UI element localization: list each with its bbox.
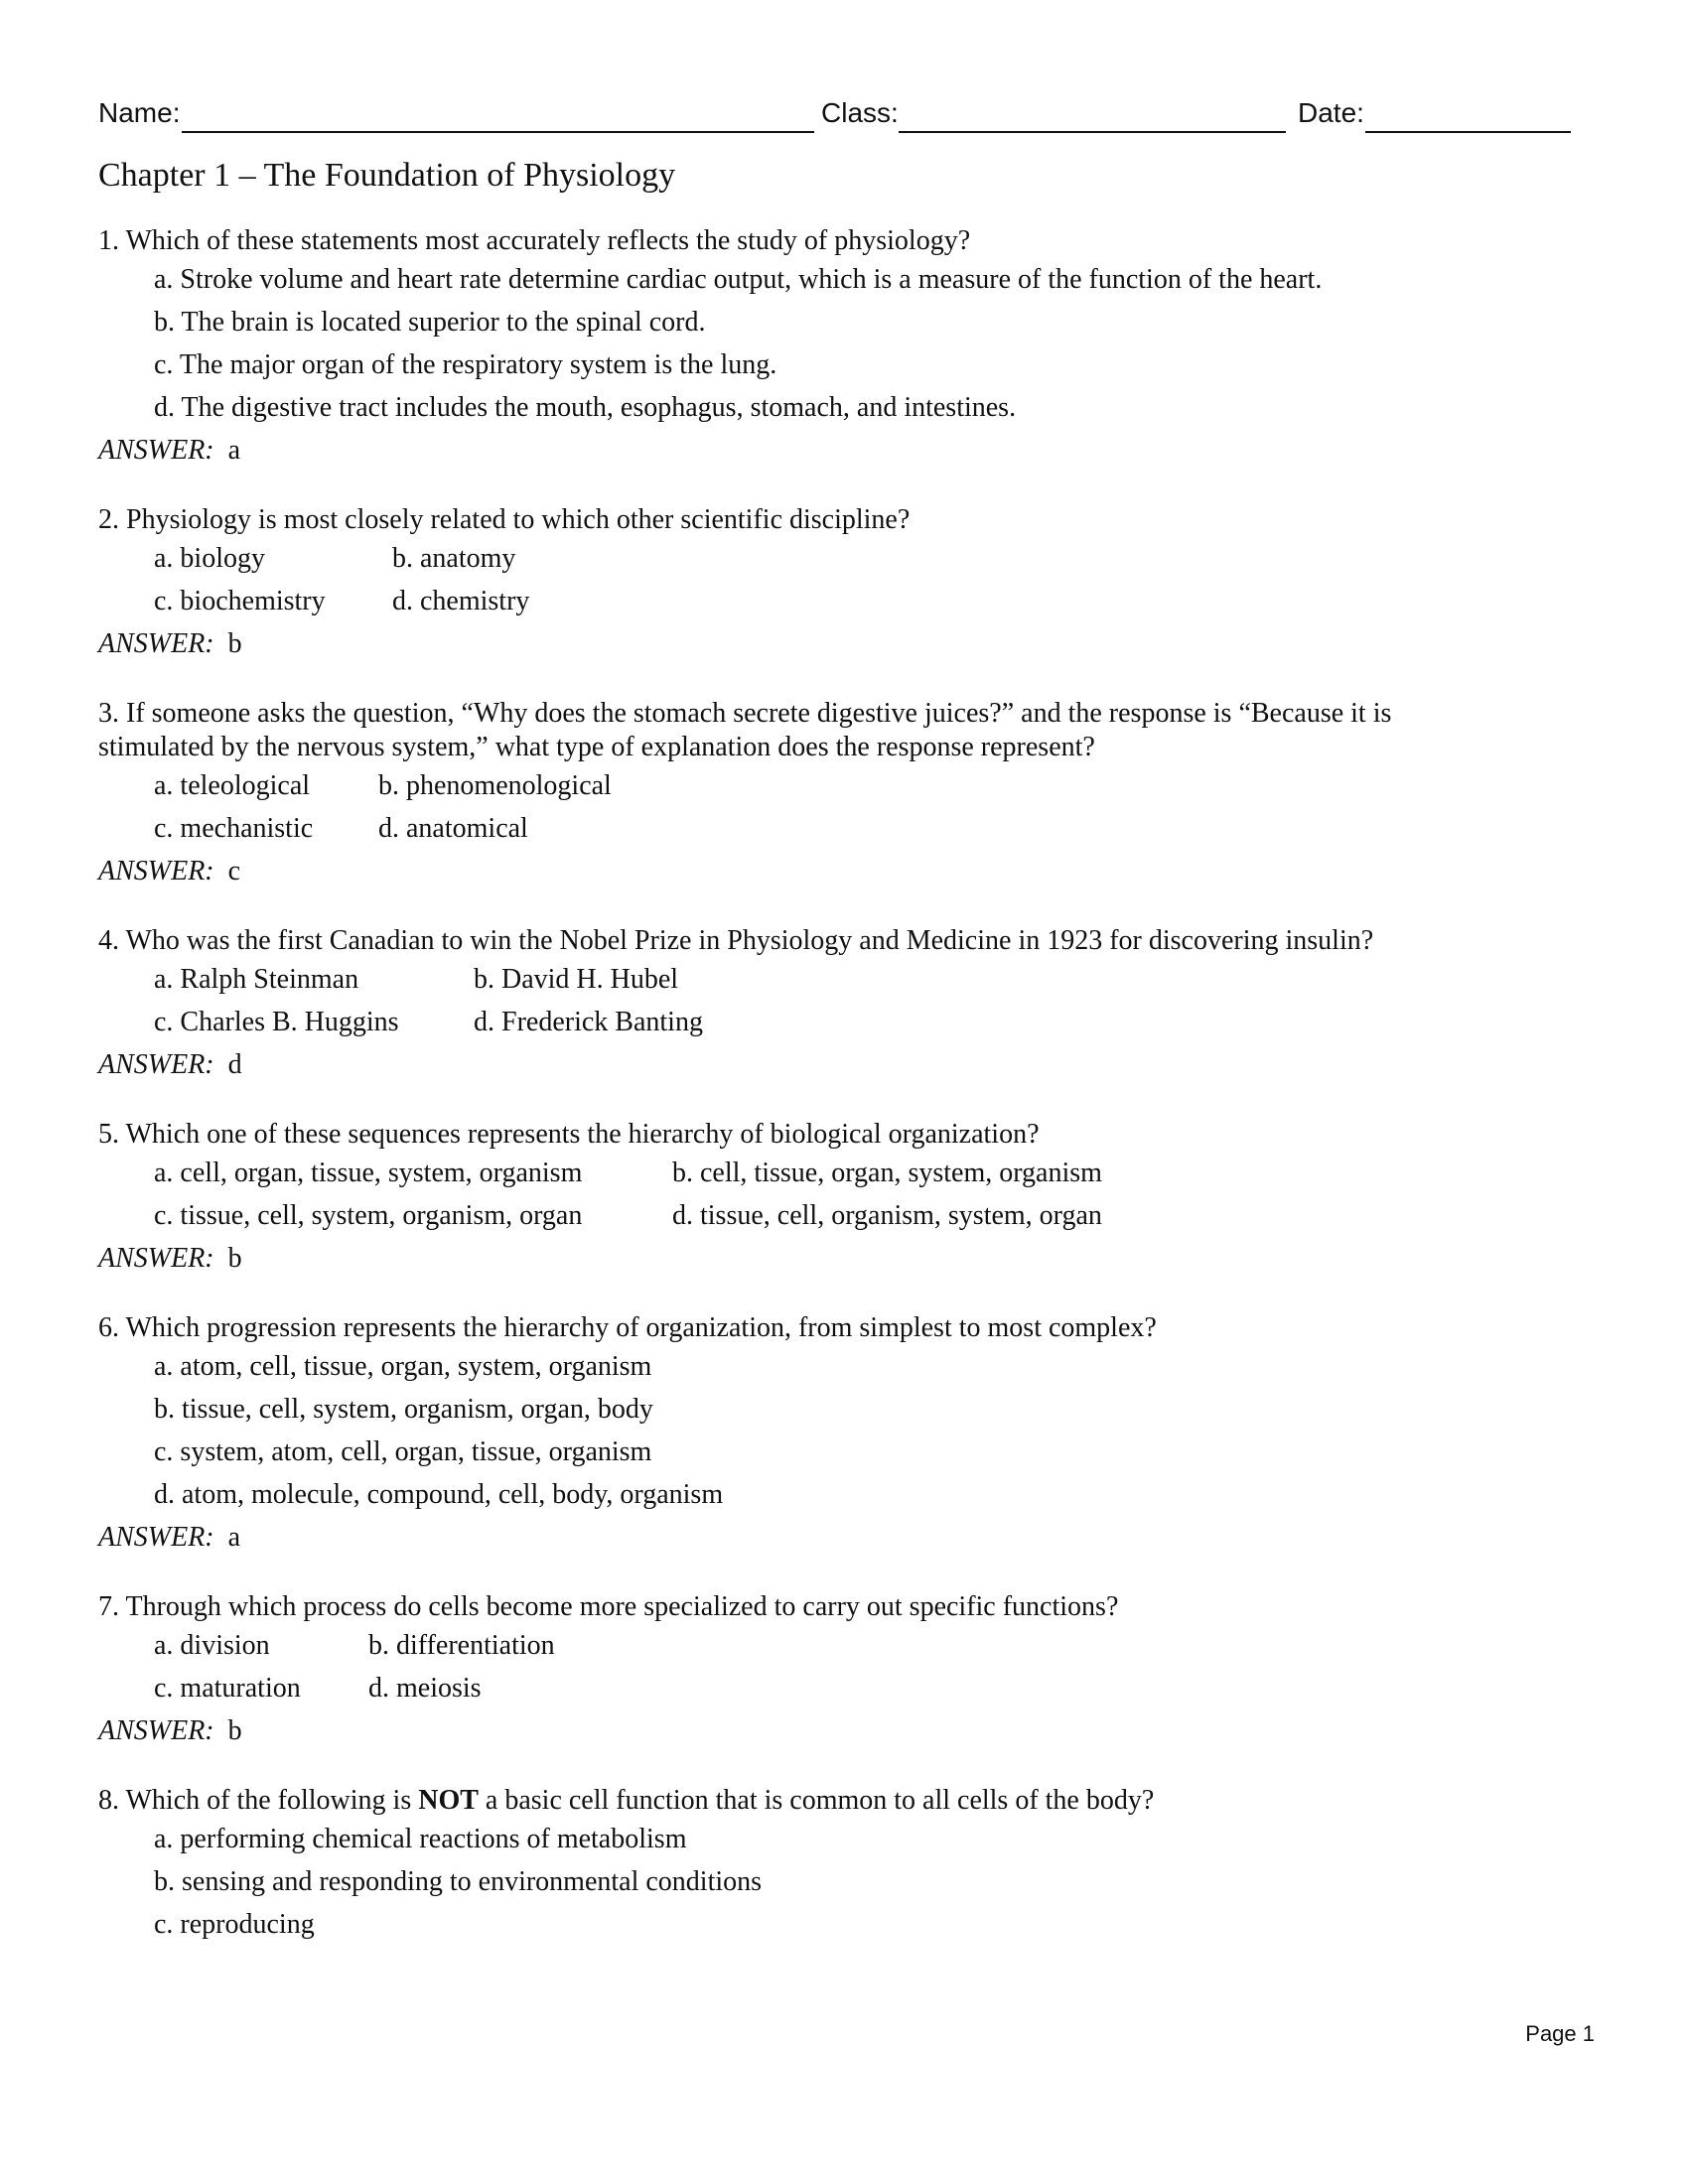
option-b: b. phenomenological	[378, 770, 612, 801]
answer-value: a	[227, 435, 241, 466]
class-blank	[899, 131, 1286, 133]
student-info-header	[98, 97, 1588, 141]
answer-value: b	[227, 1243, 242, 1274]
answer-line	[98, 850, 1588, 892]
option-b: b. The brain is located superior to the spinal cord.	[154, 307, 706, 338]
question-text-line-1: If someone asks the question, “Why does the stomach secrete digestive juices?” and the response is “Because it is	[126, 698, 1392, 729]
question-7	[98, 1590, 1588, 1752]
option-a: a. performing chemical reactions of metabolism	[154, 1824, 687, 1854]
question-text-line-2: stimulated by the nervous system,” what type of explanation does the response represent?	[98, 732, 1095, 762]
option-b: b. cell, tissue, organ, system, organism	[672, 1158, 1102, 1188]
question-2	[98, 503, 1588, 665]
date-blank	[1365, 131, 1571, 133]
option-b: b. differentiation	[368, 1630, 555, 1661]
question-1	[98, 224, 1588, 472]
question-number: 1.	[98, 225, 119, 256]
option-list	[154, 1152, 1588, 1237]
answer-value: d	[227, 1049, 242, 1080]
option-b: b. anatomy	[392, 543, 516, 574]
option-c: c. tissue, cell, system, organism, organ	[154, 1200, 583, 1231]
option-list	[154, 1345, 1588, 1516]
question-6	[98, 1311, 1588, 1559]
option-c: c. Charles B. Huggins	[154, 1007, 399, 1037]
question-text-emphasis: NOT	[418, 1785, 479, 1816]
date-label: Date:	[1298, 97, 1364, 128]
answer-label: ANSWER:	[98, 1522, 214, 1553]
option-c: c. The major organ of the respiratory system is the lung.	[154, 349, 777, 380]
answer-label: ANSWER:	[98, 1049, 214, 1080]
option-d: d. The digestive tract includes the mouth, esophagus, stomach, and intestines.	[154, 392, 1017, 423]
question-text: Physiology is most closely related to which other scientific discipline?	[126, 504, 911, 535]
question-stem	[98, 1590, 1588, 1624]
name-label: Name:	[98, 97, 181, 128]
question-4	[98, 924, 1588, 1086]
answer-label: ANSWER:	[98, 1715, 214, 1746]
question-stem	[98, 1311, 1588, 1345]
option-list	[154, 958, 1588, 1043]
option-d: d. tissue, cell, organism, system, organ	[672, 1200, 1102, 1231]
option-a: a. cell, organ, tissue, system, organism	[154, 1158, 583, 1188]
answer-value: b	[227, 628, 242, 659]
option-d: d. chemistry	[392, 586, 530, 616]
option-list	[154, 537, 1588, 622]
option-d: d. Frederick Banting	[474, 1007, 703, 1037]
answer-value: b	[227, 1715, 242, 1746]
question-text-pre: Which of the following is	[125, 1785, 419, 1816]
question-text: Which one of these sequences represents the hierarchy of biological organization?	[125, 1119, 1040, 1150]
answer-line	[98, 429, 1588, 472]
answer-value: a	[227, 1522, 241, 1553]
question-text: Through which process do cells become more specialized to carry out specific functions?	[125, 1591, 1119, 1622]
option-d: d. atom, molecule, compound, cell, body, organism	[154, 1479, 724, 1510]
option-a: a. teleological	[154, 770, 311, 801]
question-stem	[98, 224, 1588, 258]
question-number: 4.	[98, 925, 119, 956]
answer-label: ANSWER:	[98, 628, 214, 659]
option-d: d. meiosis	[368, 1673, 482, 1704]
question-stem	[98, 1784, 1588, 1818]
answer-value: c	[227, 856, 241, 887]
chapter-title: Chapter 1 – The Foundation of Physiology	[98, 157, 676, 194]
option-a: a. Ralph Steinman	[154, 964, 359, 995]
question-8	[98, 1784, 1588, 1946]
question-number: 5.	[98, 1119, 119, 1150]
option-a: a. atom, cell, tissue, organ, system, organism	[154, 1351, 652, 1382]
option-c: c. biochemistry	[154, 586, 326, 616]
answer-label: ANSWER:	[98, 1243, 214, 1274]
question-text: Who was the first Canadian to win the Nobel Prize in Physiology and Medicine in 1923 for discovering insulin?	[125, 925, 1374, 956]
name-blank	[182, 131, 814, 133]
option-list	[154, 1818, 1588, 1946]
question-number: 2.	[98, 504, 119, 535]
question-stem	[98, 503, 1588, 537]
page-number: Page 1	[1525, 2021, 1595, 2046]
option-c: c. system, atom, cell, organ, tissue, organism	[154, 1436, 652, 1467]
question-number: 7.	[98, 1591, 119, 1622]
question-text: Which progression represents the hierarchy of organization, from simplest to most complex?	[125, 1312, 1157, 1343]
question-list	[98, 224, 1588, 1978]
answer-line	[98, 622, 1588, 665]
question-stem	[98, 697, 1588, 764]
class-label: Class:	[821, 97, 899, 128]
option-c: c. maturation	[154, 1673, 301, 1704]
option-b: b. sensing and responding to environmental conditions	[154, 1866, 763, 1897]
answer-line	[98, 1237, 1588, 1280]
option-a: a. Stroke volume and heart rate determine cardiac output, which is a measure of the function of the heart.	[154, 264, 1323, 295]
option-b: b. tissue, cell, system, organism, organ, body	[154, 1394, 653, 1425]
option-a: a. biology	[154, 543, 265, 574]
option-c: c. mechanistic	[154, 813, 314, 844]
answer-line	[98, 1709, 1588, 1752]
option-b: b. David H. Hubel	[474, 964, 679, 995]
question-text: Which of these statements most accurately reflects the study of physiology?	[125, 225, 971, 256]
answer-label: ANSWER:	[98, 856, 214, 887]
question-3	[98, 697, 1588, 892]
answer-label: ANSWER:	[98, 435, 214, 466]
option-list	[154, 1624, 1588, 1709]
question-number: 6.	[98, 1312, 119, 1343]
option-a: a. division	[154, 1630, 270, 1661]
option-list	[154, 764, 1588, 850]
answer-line	[98, 1516, 1588, 1559]
question-5	[98, 1118, 1588, 1280]
question-text-post: a basic cell function that is common to all cells of the body?	[478, 1785, 1155, 1816]
answer-line	[98, 1043, 1588, 1086]
option-list	[154, 258, 1588, 429]
question-stem	[98, 1118, 1588, 1152]
option-c: c. reproducing	[154, 1909, 315, 1940]
question-stem	[98, 924, 1588, 958]
question-number: 3.	[98, 698, 119, 729]
question-number: 8.	[98, 1785, 119, 1816]
option-d: d. anatomical	[378, 813, 528, 844]
